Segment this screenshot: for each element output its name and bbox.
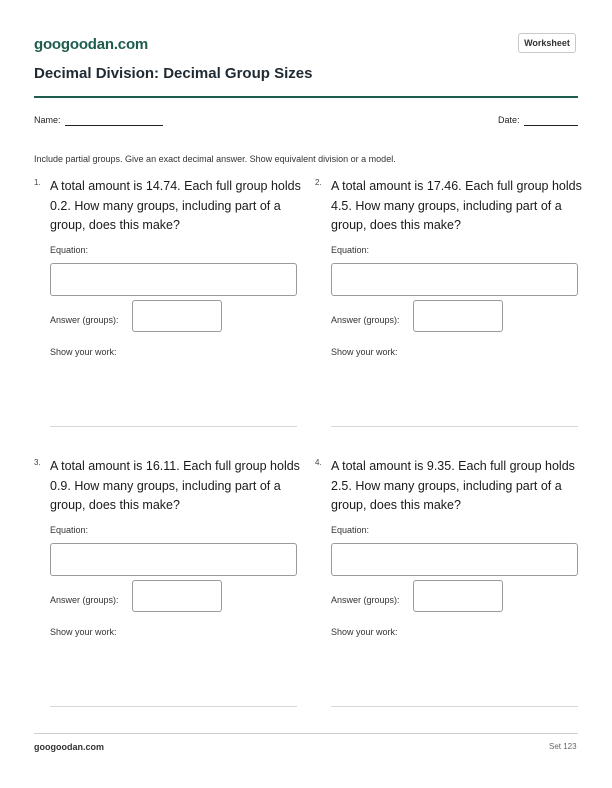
work-label: Show your work: — [331, 627, 398, 637]
work-area-divider — [331, 426, 578, 427]
date-field[interactable] — [524, 125, 578, 126]
name-label: Name: — [34, 115, 61, 125]
work-label: Show your work: — [50, 627, 117, 637]
problem-4 — [315, 457, 583, 717]
page-title: Decimal Division: Decimal Group Sizes — [34, 65, 313, 82]
footer-set-number: Set 123 — [549, 742, 577, 751]
work-label: Show your work: — [331, 347, 398, 357]
problem-text: A total amount is 14.74. Each full group holds 0.2. How many groups, including part of a group, does this make? — [50, 179, 301, 232]
date-label: Date: — [498, 115, 520, 125]
problem-3 — [34, 457, 302, 717]
problem-number: 4. — [315, 458, 322, 467]
problem-text: A total amount is 17.46. Each full group holds 4.5. How many groups, including part of a group, does this make? — [331, 179, 582, 232]
work-area-divider — [50, 706, 297, 707]
header-divider — [34, 96, 578, 98]
equation-label: Equation: — [331, 245, 370, 255]
answer-label: Answer (groups): — [50, 315, 119, 325]
answer-input[interactable] — [132, 580, 222, 612]
problem-1 — [34, 177, 302, 437]
answer-input[interactable] — [132, 300, 222, 332]
problem-number: 2. — [315, 178, 322, 187]
problem-number: 3. — [34, 458, 41, 467]
footer-site: googoodan.com — [34, 742, 104, 752]
equation-input[interactable] — [50, 263, 297, 296]
problem-number: 1. — [34, 178, 41, 187]
work-area-divider — [50, 426, 297, 427]
brand-logo-text: googoodan.com — [34, 36, 149, 53]
equation-input[interactable] — [50, 543, 297, 576]
equation-label: Equation: — [50, 525, 89, 535]
answer-input[interactable] — [413, 580, 503, 612]
work-label: Show your work: — [50, 347, 117, 357]
work-area-divider — [331, 706, 578, 707]
equation-input[interactable] — [331, 263, 578, 296]
answer-label: Answer (groups): — [331, 595, 400, 605]
problem-text: A total amount is 9.35. Each full group holds 2.5. How many groups, including part of a group, does this make? — [331, 459, 575, 512]
footer-divider — [34, 733, 578, 734]
equation-label: Equation: — [331, 525, 370, 535]
name-field[interactable] — [65, 125, 163, 126]
problem-text: A total amount is 16.11. Each full group holds 0.9. How many groups, including part of a group, does this make? — [50, 459, 300, 512]
answer-label: Answer (groups): — [50, 595, 119, 605]
answer-input[interactable] — [413, 300, 503, 332]
equation-label: Equation: — [50, 245, 89, 255]
instructions: Include partial groups. Give an exact decimal answer. Show equivalent division or a model. — [34, 154, 396, 164]
equation-input[interactable] — [331, 543, 578, 576]
answer-label: Answer (groups): — [331, 315, 400, 325]
worksheet-badge: Worksheet — [518, 33, 576, 53]
problem-2 — [315, 177, 583, 437]
